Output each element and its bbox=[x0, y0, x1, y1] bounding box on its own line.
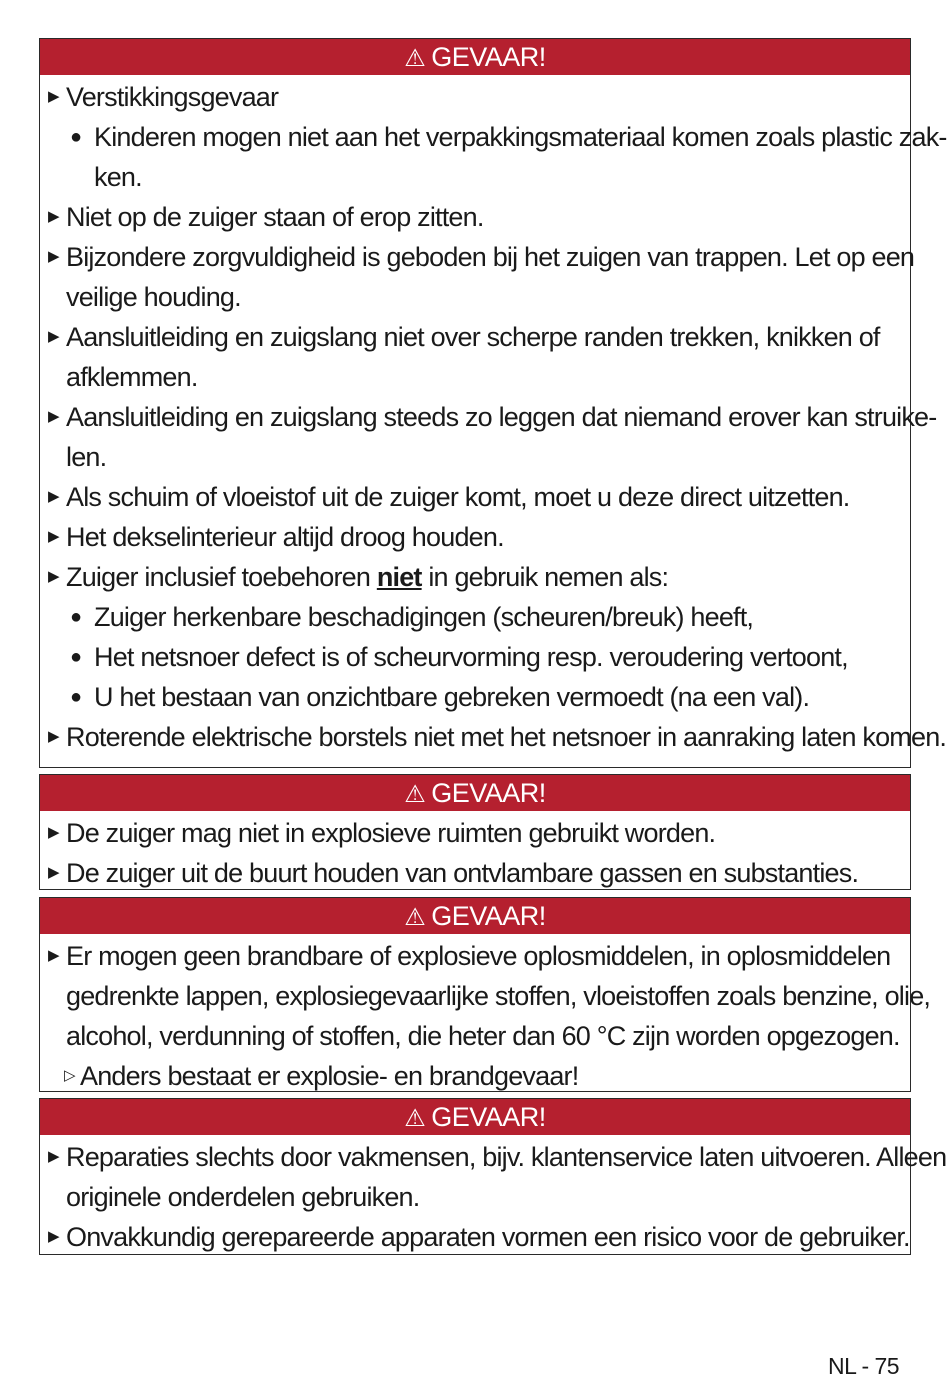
dot-bullet-icon: ● bbox=[70, 646, 82, 668]
dot-bullet-icon: ● bbox=[70, 126, 82, 148]
list-item: ▶ Niet op de zuiger staan of erop zitten. bbox=[40, 197, 910, 237]
list-item: ▶ Roterende elektrische borstels niet met het netsnoer in aanraking laten komen. bbox=[40, 717, 910, 757]
page-number: NL - 75 bbox=[828, 1353, 900, 1379]
list-item: ▶ De zuiger mag niet in explosieve ruimten gebruikt worden. bbox=[40, 813, 910, 853]
list-item: ▶ Reparaties slechts door vakmensen, bijv. klantenservice laten uitvoeren. Alleen originele onderdelen gebruiken. bbox=[40, 1137, 910, 1217]
arrow-bullet-icon: ▶ bbox=[48, 208, 59, 225]
danger-header bbox=[40, 1099, 910, 1135]
arrow-bullet-icon: ▶ bbox=[48, 1148, 59, 1165]
list-item: ▶ De zuiger uit de buurt houden van ontvlambare gassen en substanties. bbox=[40, 853, 910, 893]
list-item: ▶ Aansluitleiding en zuigslang niet over scherpe randen trekken, knikken of afklemmen. bbox=[40, 317, 910, 397]
warning-triangle-icon: ⚠ bbox=[404, 904, 426, 931]
danger-header bbox=[40, 39, 910, 75]
danger-box-suffocation bbox=[39, 38, 947, 768]
arrow-bullet-icon: ▶ bbox=[48, 488, 59, 505]
arrow-bullet-icon: ▶ bbox=[48, 864, 59, 881]
danger-header-label: GEVAAR! bbox=[431, 1102, 546, 1132]
list-item: ▶ Het dekselinterieur altijd droog houden. bbox=[40, 517, 910, 557]
arrow-bullet-icon: ▶ bbox=[48, 1228, 59, 1245]
list-item: ▶ Zuiger inclusief toebehoren niet in gebruik nemen als: bbox=[40, 557, 910, 597]
arrow-bullet-icon: ▶ bbox=[48, 568, 59, 585]
danger-header bbox=[40, 898, 910, 934]
list-item: ▶ Als schuim of vloeistof uit de zuiger komt, moet u deze direct uitzetten. bbox=[40, 477, 910, 517]
arrow-bullet-icon: ▶ bbox=[48, 528, 59, 545]
danger-header-label: GEVAAR! bbox=[431, 778, 546, 808]
arrow-bullet-icon: ▶ bbox=[48, 88, 59, 105]
warning-triangle-icon: ⚠ bbox=[404, 1105, 426, 1132]
list-item: ▶ Verstikkingsgevaar bbox=[40, 77, 910, 117]
dot-bullet-icon: ● bbox=[70, 686, 82, 708]
list-item: ▶ Bijzondere zorgvuldigheid is geboden bij het zuigen van trappen. Let op een veilige houding. bbox=[40, 237, 910, 317]
sub-list-item: ● Zuiger herkenbare beschadigingen (scheuren/breuk) heeft, bbox=[40, 597, 910, 637]
arrow-bullet-icon: ▶ bbox=[48, 248, 59, 265]
danger-box-repairs bbox=[39, 1098, 947, 1255]
list-item: ▶ Er mogen geen brandbare of explosieve oplosmiddelen, in oplosmiddelen gedrenkte lappen, explosiegevaarlijke stoffen, vloeistoffen zoals benzine, olie, alcohol, verdunning of stoffen, die heter dan 60 °C zijn worden opgezogen. bbox=[40, 936, 910, 1056]
danger-box-explosive-areas bbox=[39, 774, 911, 890]
sub-list-item: ● Het netsnoer defect is of scheurvorming resp. veroudering vertoont, bbox=[40, 637, 910, 677]
arrow-bullet-icon: ▶ bbox=[48, 947, 59, 964]
warning-triangle-icon: ⚠ bbox=[404, 781, 426, 808]
danger-header bbox=[40, 775, 910, 811]
sub-list-item: ● U het bestaan van onzichtbare gebreken vermoedt (na een val). bbox=[40, 677, 910, 717]
danger-box-flammable-solvents bbox=[39, 897, 931, 1092]
list-item: ▶ Onvakkundig gerepareerde apparaten vormen een risico voor de gebruiker. bbox=[40, 1217, 910, 1257]
hollow-arrow-icon: ▷ bbox=[64, 1067, 75, 1084]
list-item: ▶ Aansluitleiding en zuigslang steeds zo leggen dat niemand erover kan struike- len. bbox=[40, 397, 910, 477]
arrow-bullet-icon: ▶ bbox=[48, 408, 59, 425]
emphasis-niet: niet bbox=[376, 562, 422, 592]
arrow-bullet-icon: ▶ bbox=[48, 728, 59, 745]
arrow-bullet-icon: ▶ bbox=[48, 824, 59, 841]
danger-header-label: GEVAAR! bbox=[431, 42, 546, 72]
sub-list-item: ● Kinderen mogen niet aan het verpakkingsmateriaal komen zoals plastic zak- ken. bbox=[40, 117, 910, 197]
arrow-bullet-icon: ▶ bbox=[48, 328, 59, 345]
warning-triangle-icon: ⚠ bbox=[404, 45, 426, 72]
danger-header-label: GEVAAR! bbox=[431, 901, 546, 931]
result-item: ▷ Anders bestaat er explosie- en brandgevaar! bbox=[40, 1056, 910, 1096]
dot-bullet-icon: ● bbox=[70, 606, 82, 628]
